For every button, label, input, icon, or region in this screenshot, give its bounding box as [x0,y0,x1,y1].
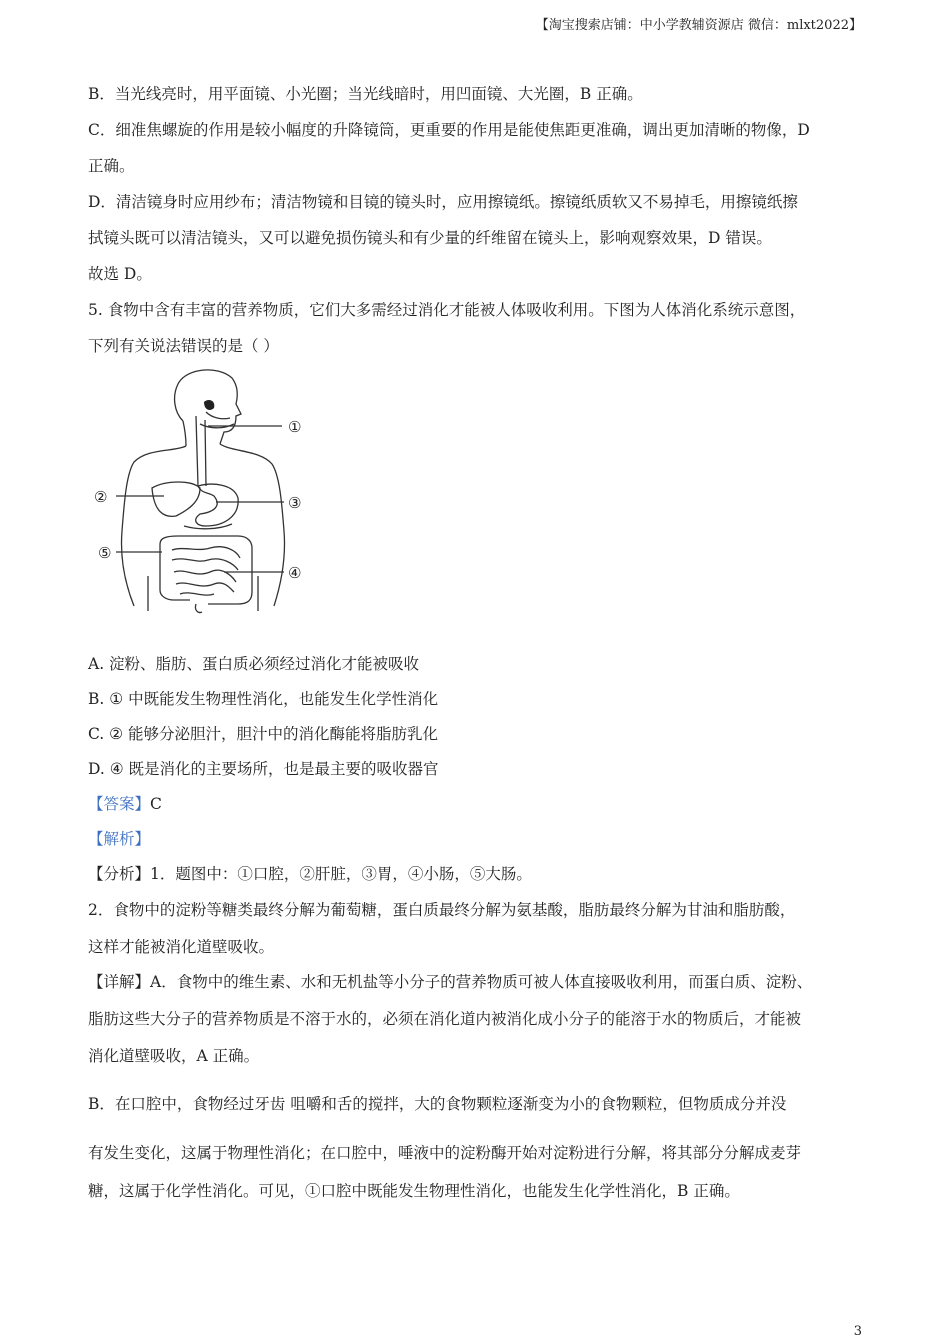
analysis-line: B．在口腔中，食物经过牙齿 咀嚼和舌的搅拌，大的食物颗粒逐渐变为小的食物颗粒，但物质成分并没 [88,1095,787,1113]
explanation-line: 故选 D。 [88,265,152,283]
answer-label: 【答案】 [88,795,151,813]
option-d: D. ④ 既是消化的主要场所，也是最主要的吸收器官 [88,760,439,778]
option-a: A. 淀粉、脂肪、蛋白质必须经过消化才能被吸收 [88,655,420,673]
analysis-line: 【详解】A．食物中的维生素、水和无机盐等小分子的营养物质可被人体直接吸收利用，而蛋白质、淀粉、 [88,973,813,991]
analysis-line: 消化道壁吸收，A 正确。 [88,1047,260,1065]
label-2: ② [94,488,108,506]
analysis-line: 这样才能被消化道壁吸收。 [88,938,275,956]
analysis-line: 【分析】1．题图中：①口腔，②肝脏，③胃，④小肠，⑤大肠。 [88,865,532,883]
option-b: B. ① 中既能发生物理性消化，也能发生化学性消化 [88,690,439,708]
analysis-label: 【解析】 [88,830,151,848]
header-watermark: 【淘宝搜索店铺：中小学教辅资源店 微信：mlxt2022】 [535,18,862,33]
analysis-line: 糖，这属于化学性消化。可见，①口腔中既能发生物理性消化，也能发生化学性消化，B 正确。 [88,1182,740,1200]
answer-line [88,792,162,814]
question-stem: 5. 食物中含有丰富的营养物质，它们大多需经过消化才能被人体吸收利用。下图为人体消化系统示意图， [88,301,806,319]
label-3: ③ [288,494,302,512]
analysis-line: 脂肪这些大分子的营养物质是不溶于水的，必须在消化道内被消化成小分子的能溶于水的物质后，才能被 [88,1010,802,1028]
explanation-line: D．清洁镜身时应用纱布；清洁物镜和目镜的镜头时，应用擦镜纸。擦镜纸质软又不易掉毛，用擦镜纸擦 [88,193,798,211]
answer-value: C [150,795,162,813]
analysis-line: 2．食物中的淀粉等糖类最终分解为葡萄糖，蛋白质最终分解为氨基酸，脂肪最终分解为甘油和脂肪酸， [88,901,796,919]
label-4: ④ [288,564,302,582]
explanation-line: C．细准焦螺旋的作用是较小幅度的升降镜筒，更重要的作用是能使焦距更准确，调出更加清晰的物像，D [88,121,810,139]
analysis-line: 有发生变化，这属于物理性消化；在口腔中，唾液中的淀粉酶开始对淀粉进行分解，将其部分分解成麦芽 [88,1144,802,1162]
page-number: 3 [853,1324,862,1339]
question-stem: 下列有关说法错误的是（ ） [88,337,279,355]
label-5: ⑤ [98,544,112,562]
option-c: C. ② 能够分泌胆汁，胆汁中的消化酶能将脂肪乳化 [88,725,438,743]
label-1: ① [288,418,302,436]
explanation-line: 拭镜头既可以清洁镜头，又可以避免损伤镜头和有少量的纤维留在镜头上，影响观察效果，D 错误。 [88,229,772,247]
explanation-line: 正确。 [88,157,135,175]
digestive-system-figure [88,366,320,616]
explanation-line: B．当光线亮时，用平面镜、小光圈；当光线暗时，用凹面镜、大光圈，B 正确。 [88,85,643,103]
